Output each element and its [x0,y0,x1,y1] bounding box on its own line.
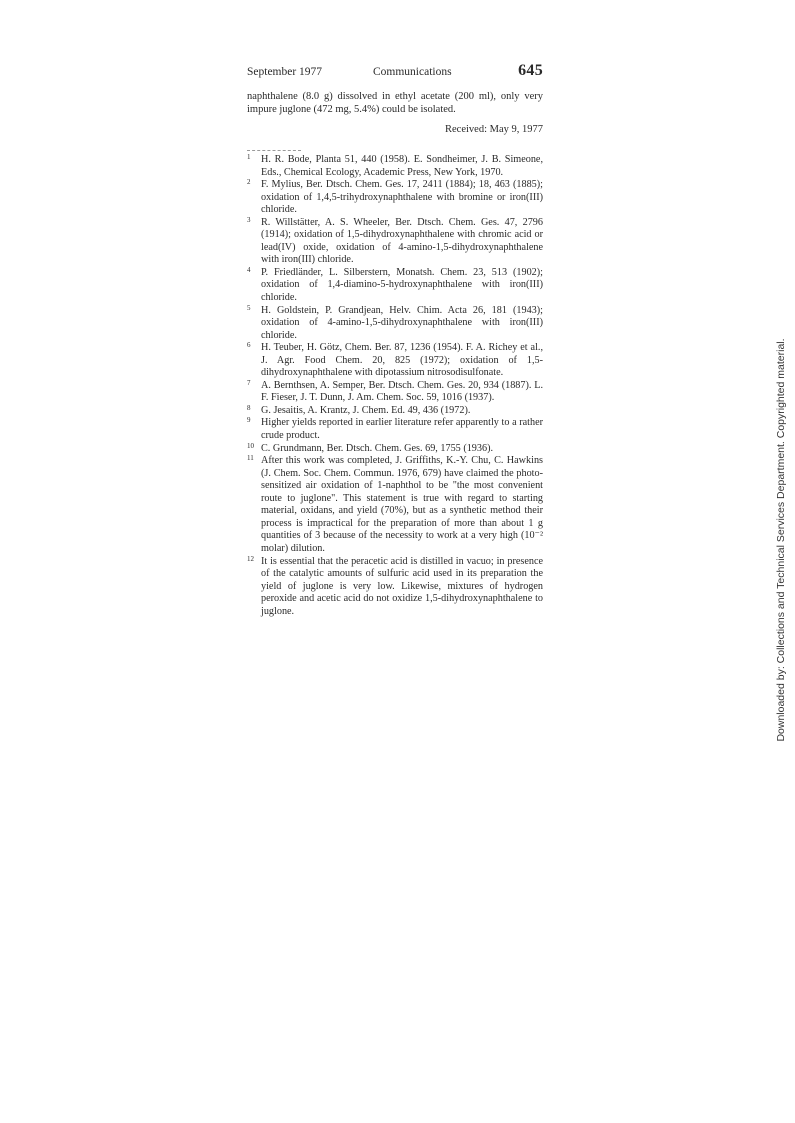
footnotes [247,154,543,618]
footnote-text: A. Bernthsen, A. Semper, Ber. Dtsch. Chem. Ges. 20, 934 (1887). L. F. Fieser, J. T. Dunn, J. Am. Chem. Soc. 59, 1016 (1937). [261,379,543,404]
footnote [247,154,543,179]
page-number: 645 [518,62,543,79]
footnote [247,417,543,442]
footnote-number: 5 [247,303,251,312]
body-paragraph: naphthalene (8.0 g) dissolved in ethyl acetate (200 ml), only very impure juglone (472 mg, 5.4%) could be isolated. [247,91,543,116]
download-watermark: Downloaded by: Collections and Technical Services Department. Copyrighted material. [775,338,787,742]
footnote-text: After this work was completed, J. Griffiths, K.-Y. Chu, C. Hawkins (J. Chem. Soc. Chem. Commun. 1976, 679) have claimed the photo-sensitized air oxidation of 1-naphthol to be "the most convenient route to juglone". This statement is true with regard to starting material, oxidans, and yield (70%), but as a synthetic method their process is impractical for the preparation of more than about 1 g quantities of 3 because of the necessity to work at a very high (10⁻² molar) dilution. [261,455,543,554]
header-journal: Communications [373,66,452,78]
footnote-divider [247,150,301,151]
footnote [247,405,543,418]
footnote-text: H. Goldstein, P. Grandjean, Helv. Chim. Acta 26, 181 (1943); oxidation of 4-amino-1,5-dihydroxynaphthalene with iron(III) chloride. [261,304,543,341]
footnote [247,179,543,217]
footnote [247,342,543,380]
footnote [247,455,543,555]
footnote [247,556,543,619]
footnote-number: 11 [247,454,254,463]
page-header [247,62,543,82]
footnote-text: H. Teuber, H. Götz, Chem. Ber. 87, 1236 (1954). F. A. Richey et al., J. Agr. Food Chem. 20, 825 (1972); oxidation of 1,5-dihydroxynaphthalene with dipotassium nitrosodisulfonate. [261,342,543,379]
footnote-text: F. Mylius, Ber. Dtsch. Chem. Ges. 17, 2411 (1884); 18, 463 (1885); oxidation of 1,4,5-trihydroxynaphthalene with bromine or iron(III) chloride. [261,179,543,216]
footnote [247,305,543,343]
footnote-number: 6 [247,341,251,350]
footnote [247,380,543,405]
footnote-text: It is essential that the peracetic acid is distilled in vacuo; in presence of the catalytic amounts of sulfuric acid used in its preparation the yield of juglone is very low. Likewise, mixtures of hydrogen peroxide and acetic acid do not oxidize 1,5-dihydroxynaphthalene to juglone. [261,555,543,617]
footnote [247,443,543,456]
footnote-number: 3 [247,215,251,224]
footnote-number: 8 [247,403,251,412]
footnote-text: H. R. Bode, Planta 51, 440 (1958). E. Sondheimer, J. B. Simeone, Eds., Chemical Ecology, Academic Press, New York, 1970. [261,154,543,178]
footnote-number: 9 [247,416,251,425]
footnote [247,267,543,305]
footnote-number: 2 [247,178,251,187]
footnote-text: C. Grundmann, Ber. Dtsch. Chem. Ges. 69, 1755 (1936). [261,442,494,454]
footnote-text: G. Jesaitis, A. Krantz, J. Chem. Ed. 49, 436 (1972). [261,404,471,416]
footnote-number: 10 [247,441,254,450]
footnote-text: Higher yields reported in earlier literature refer apparently to a rather crude product. [261,417,543,442]
received-date: Received: May 9, 1977 [445,124,543,135]
footnote-number: 7 [247,378,251,387]
footnote-text: P. Friedländer, L. Silberstern, Monatsh. Chem. 23, 513 (1902); oxidation of 1,4-diamino-5-hydroxynaphthalene with iron(III) chloride. [261,266,543,304]
footnote-number: 1 [247,153,251,161]
header-date: September 1977 [247,66,323,78]
footnote [247,217,543,267]
footnote-number: 12 [247,554,254,563]
footnote-text: R. Willstätter, A. S. Wheeler, Ber. Dtsch. Chem. Ges. 47, 2796 (1914); oxidation of 1,5-dihydroxynaphthalene with chromic acid or lead(IV) oxide, oxidation of 4-amino-1,5-dihydroxynaphthalene with iron(III) chloride. [261,216,543,266]
footnote-number: 4 [247,265,251,274]
